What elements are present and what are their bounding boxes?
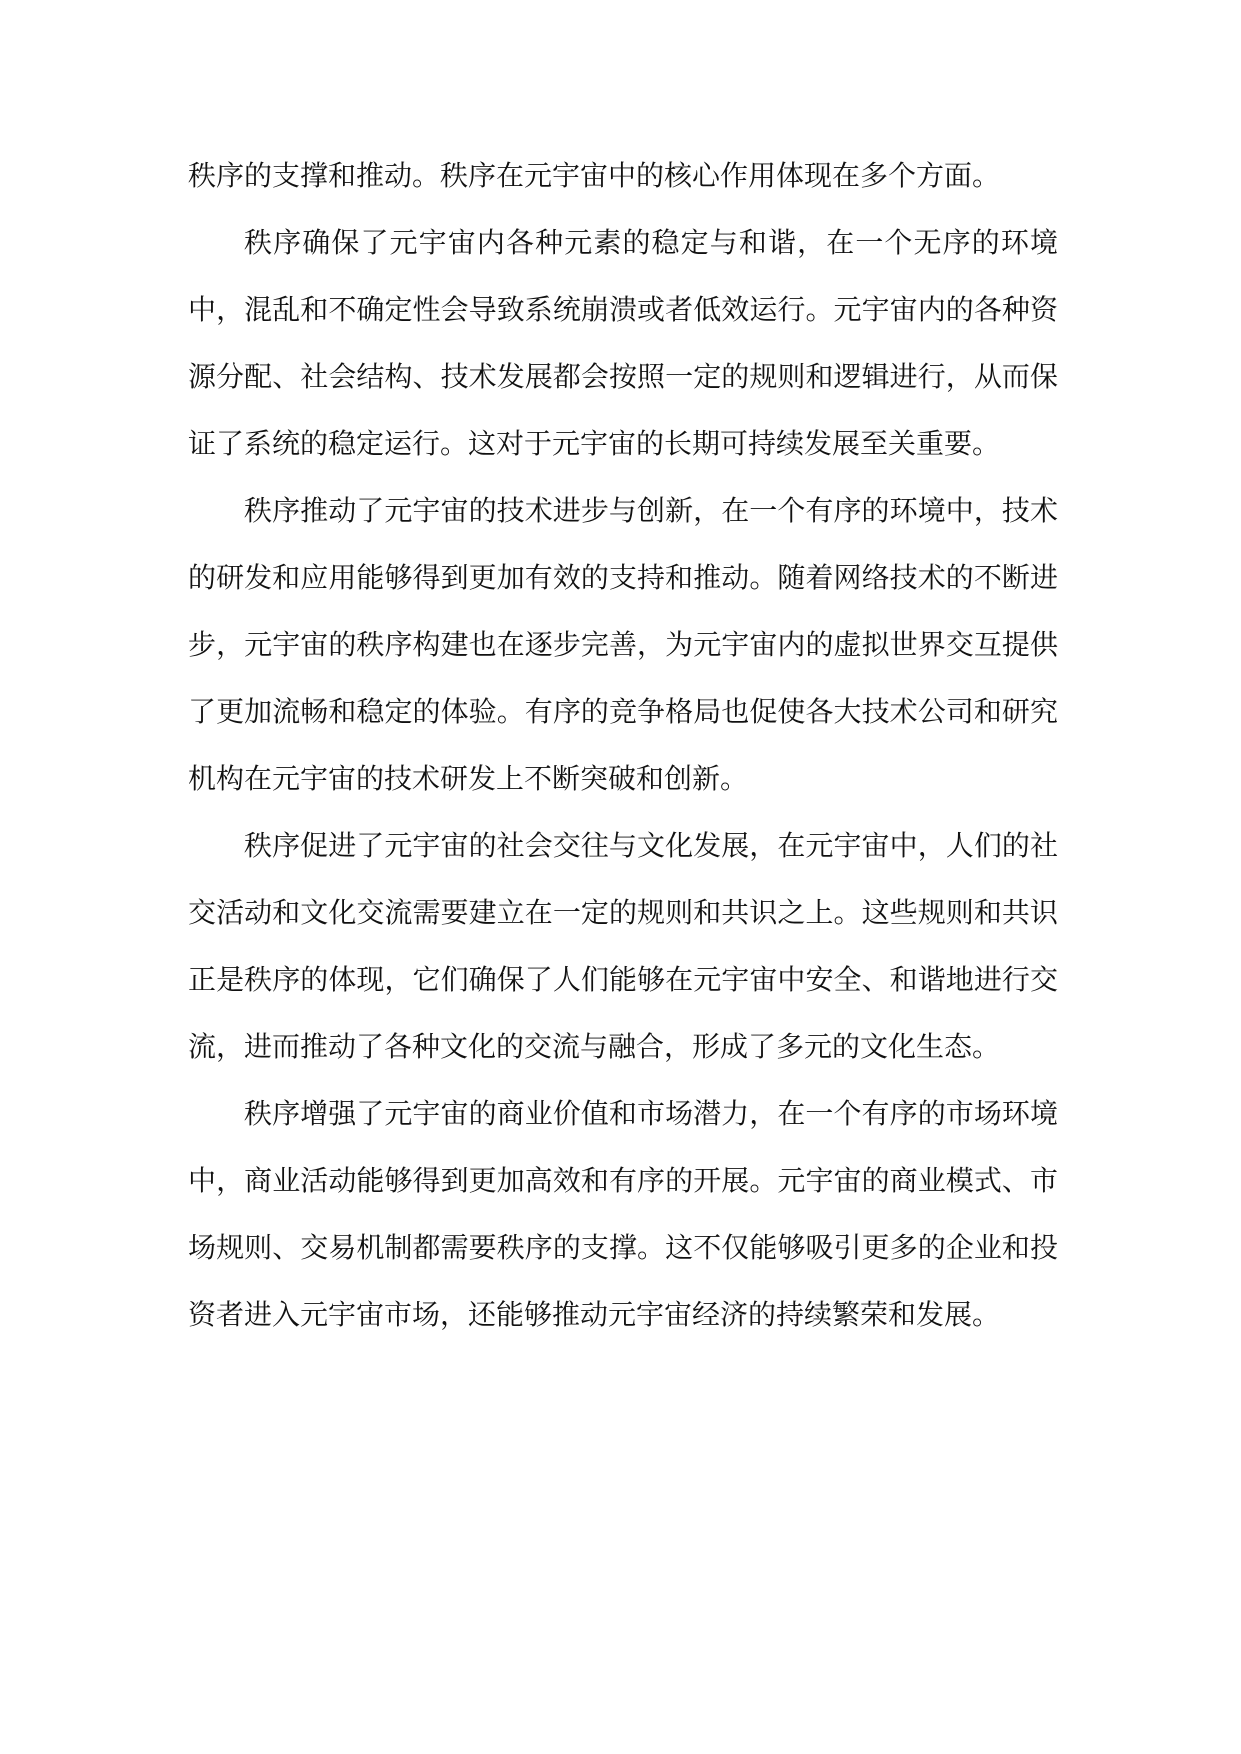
paragraph-3: 秩序推动了元宇宙的技术进步与创新，在一个有序的环境中，技术的研发和应用能够得到更加有效的支持和推动。随着网络技术的不断进步，元宇宙的秩序构建也在逐步完善，为元宇宙内的虚拟世界交互提供了更加流畅和稳定的体验。有序的竞争格局也促使各大技术公司和研究机构在元宇宙的技术研发上不断突破和创新。 bbox=[188, 494, 1058, 795]
paragraph-5: 秩序增强了元宇宙的商业价值和市场潜力，在一个有序的市场环境中，商业活动能够得到更加高效和有序的开展。元宇宙的商业模式、市场规则、交易机制都需要秩序的支撑。这不仅能够吸引更多的企业和投资者进入元宇宙市场，还能够推动元宇宙经济的持续繁荣和发展。 bbox=[188, 1097, 1058, 1331]
paragraph-1: 秩序的支撑和推动。秩序在元宇宙中的核心作用体现在多个方面。 bbox=[188, 159, 1001, 192]
paragraph-4: 秩序促进了元宇宙的社会交往与文化发展，在元宇宙中，人们的社交活动和文化交流需要建立在一定的规则和共识之上。这些规则和共识正是秩序的体现，它们确保了人们能够在元宇宙中安全、和谐地进行交流，进而推动了各种文化的交流与融合，形成了多元的文化生态。 bbox=[188, 829, 1058, 1063]
paragraph-2: 秩序确保了元宇宙内各种元素的稳定与和谐，在一个无序的环境中，混乱和不确定性会导致系统崩溃或者低效运行。元宇宙内的各种资源分配、社会结构、技术发展都会按照一定的规则和逻辑进行，从而保证了系统的稳定运行。这对于元宇宙的长期可持续发展至关重要。 bbox=[188, 226, 1058, 460]
body-text bbox=[188, 142, 1058, 1348]
